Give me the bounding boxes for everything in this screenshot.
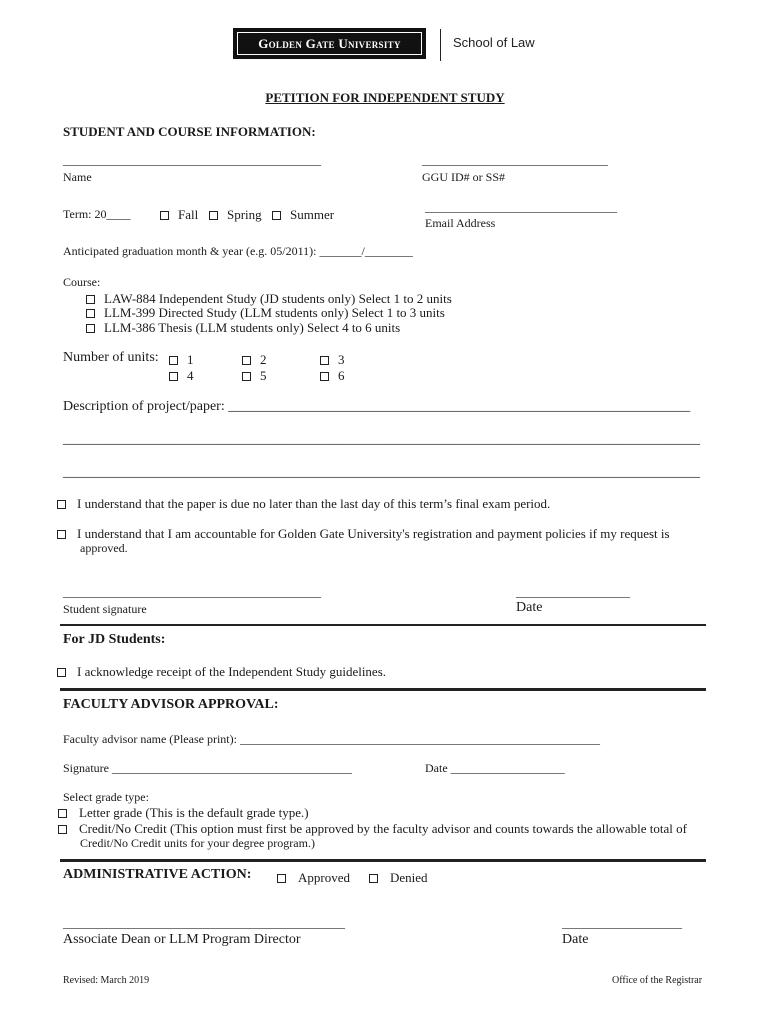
ack-due-date[interactable]: I understand that the paper is due no later than the last day of this term’s final exam period. [57,496,550,512]
checkbox-icon[interactable] [242,356,251,365]
checkbox-icon[interactable] [169,356,178,365]
admin-approved-option[interactable]: Approved [277,870,350,886]
term-summer-option[interactable]: Summer [272,207,334,223]
section-divider [60,688,706,691]
email-label: Email Address [425,216,496,230]
form-title: PETITION FOR INDEPENDENT STUDY [265,90,505,105]
school-name: School of Law [453,35,535,50]
checkbox-icon[interactable] [277,874,286,883]
units-option-6[interactable]: 6 [320,368,345,384]
ack-guidelines[interactable]: I acknowledge receipt of the Independent Study guidelines. [57,664,386,680]
ack-policies-continued: approved. [80,541,128,555]
admin-denied-option[interactable]: Denied [369,870,428,886]
grade-option-credit[interactable]: Credit/No Credit (This option must first be approved by the faculty advisor and counts towards the allowable total of [58,821,687,837]
university-logo [233,28,426,59]
student-date-label: Date [516,600,543,615]
dean-date-label: Date [562,932,589,947]
checkbox-icon[interactable] [272,211,281,220]
checkbox-icon[interactable] [369,874,378,883]
advisor-date-field[interactable]: Date ___________________ [425,761,565,775]
description-field[interactable]: Description of project/paper: __________________________________________________________________ [63,399,691,414]
admin-section-heading: ADMINISTRATIVE ACTION: [63,867,252,882]
course-label: Course: [63,275,101,289]
graduation-date-field[interactable]: Anticipated graduation month & year (e.g. 05/2011): _______/________ [63,244,413,258]
office-name: Office of the Registrar [612,975,703,986]
checkbox-icon[interactable] [57,500,66,509]
ggu-id-field[interactable]: _______________________________ [422,153,608,167]
grade-type-label: Select grade type: [63,790,149,804]
email-field[interactable]: ________________________________ [425,200,617,214]
units-option-3[interactable]: 3 [320,352,345,368]
checkbox-icon[interactable] [86,324,95,333]
name-label: Name [63,170,92,184]
university-logo-text: Golden Gate University [237,32,422,55]
advisor-name-field[interactable]: Faculty advisor name (Please print): ____________________________________________________________ [63,732,600,746]
checkbox-icon[interactable] [58,825,67,834]
description-line-3[interactable]: ___________________________________________________________________________________________ [63,465,700,480]
ack-policies[interactable]: I understand that I am accountable for Golden Gate University's registration and payment policies if my request is [57,526,670,542]
section-divider [60,624,706,626]
units-option-4[interactable]: 4 [169,368,194,384]
units-option-5[interactable]: 5 [242,368,267,384]
course-option-llm399[interactable]: LLM-399 Directed Study (LLM students only) Select 1 to 3 units [86,305,445,321]
checkbox-icon[interactable] [209,211,218,220]
checkbox-icon[interactable] [86,309,95,318]
jd-section-heading: For JD Students: [63,632,166,647]
term-spring-option[interactable]: Spring [209,207,262,223]
units-label: Number of units: [63,350,159,365]
description-line-2[interactable]: ___________________________________________________________________________________________ [63,432,700,447]
units-option-2[interactable]: 2 [242,352,267,368]
grade-option-letter[interactable]: Letter grade (This is the default grade type.) [58,805,309,821]
section-divider [60,859,706,862]
checkbox-icon[interactable] [242,372,251,381]
logo-separator [440,29,441,61]
term-fall-option[interactable]: Fall [160,207,198,223]
checkbox-icon[interactable] [57,668,66,677]
name-field[interactable]: ___________________________________________ [63,153,321,167]
revised-date: Revised: March 2019 [63,975,150,986]
checkbox-icon[interactable] [320,372,329,381]
course-option-law884[interactable]: LAW-884 Independent Study (JD students only) Select 1 to 2 units [86,291,452,307]
advisor-signature-field[interactable]: Signature ________________________________________ [63,761,352,775]
checkbox-icon[interactable] [86,295,95,304]
grade-option-credit-continued: Credit/No Credit units for your degree program.) [80,836,315,850]
student-signature-label: Student signature [63,602,147,616]
ggu-id-label: GGU ID# or SS# [422,170,506,184]
checkbox-icon[interactable] [57,530,66,539]
checkbox-icon[interactable] [320,356,329,365]
checkbox-icon[interactable] [58,809,67,818]
checkbox-icon[interactable] [169,372,178,381]
student-signature-field[interactable]: ___________________________________________ [63,585,321,599]
course-option-llm386[interactable]: LLM-386 Thesis (LLM students only) Select 4 to 6 units [86,320,400,336]
dean-date-field[interactable]: ____________________ [562,916,682,930]
term-year-field[interactable]: Term: 20____ [63,207,131,221]
faculty-section-heading: FACULTY ADVISOR APPROVAL: [63,697,279,712]
student-date-field[interactable]: ___________________ [516,585,630,599]
checkbox-icon[interactable] [160,211,169,220]
dean-signature-label: Associate Dean or LLM Program Director [63,932,301,947]
units-option-1[interactable]: 1 [169,352,194,368]
student-section-heading: STUDENT AND COURSE INFORMATION: [63,124,316,139]
dean-signature-field[interactable]: _______________________________________________ [63,916,345,930]
